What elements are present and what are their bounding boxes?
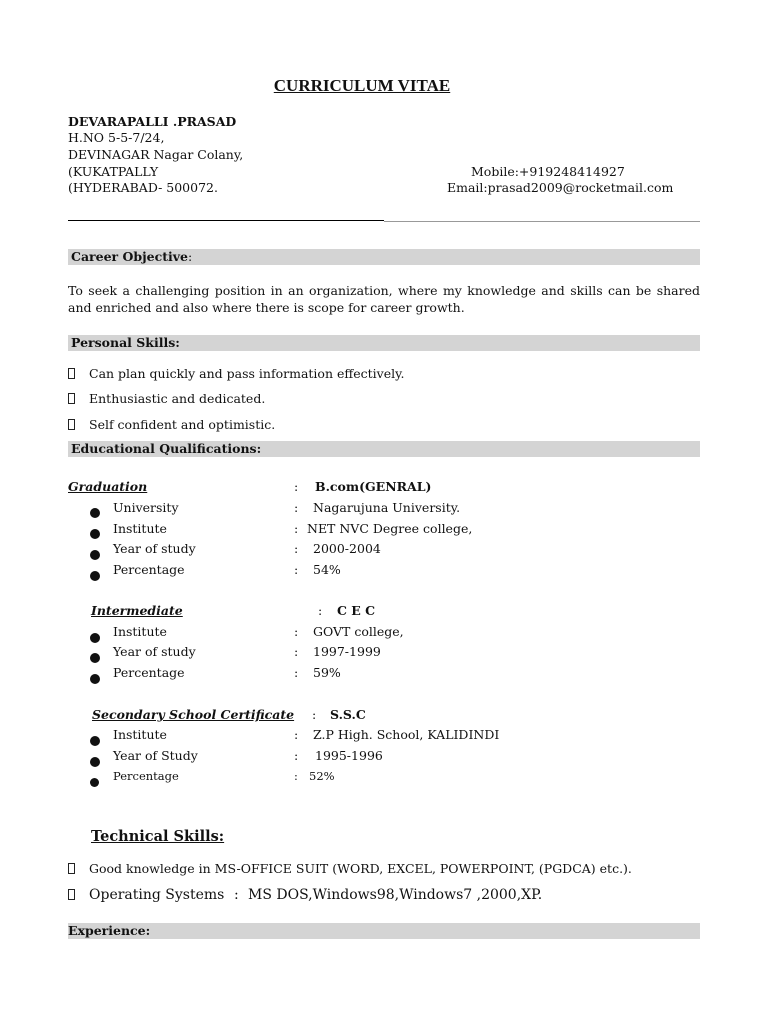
row-label: University	[113, 500, 179, 515]
skill-text: Self confident and optimistic.	[89, 417, 276, 432]
address-line: (HYDERABAD- 500072.	[68, 180, 218, 195]
row-label: Institute	[113, 624, 167, 639]
personal-skills-heading: Personal Skills:	[68, 335, 700, 351]
row-value: 1995-1996	[315, 748, 383, 763]
os-label: Operating Systems	[89, 887, 225, 903]
checkbox-bullet-icon	[68, 368, 75, 379]
colon: :	[294, 479, 299, 494]
career-objective-colon: :	[187, 249, 193, 264]
bullet-icon	[90, 731, 100, 750]
career-objective-heading	[68, 249, 700, 265]
colon: :	[294, 665, 299, 680]
row-value: 1997-1999	[313, 644, 381, 659]
divider	[384, 221, 700, 222]
bullet-icon	[90, 503, 100, 522]
career-objective-text: To seek a challenging position in an organization, where my knowledge and skills can be shared and enriched and also where there is scope for career growth.	[68, 283, 700, 315]
list-item	[68, 887, 224, 903]
person-name: DEVARAPALLI .PRASAD	[68, 114, 237, 129]
colon: :	[294, 624, 299, 639]
checkbox-bullet-icon	[68, 419, 75, 430]
education-heading: Educational Qualifications:	[68, 441, 700, 457]
colon: :	[294, 769, 298, 783]
row-value: 59%	[313, 665, 341, 680]
skill-text: Can plan quickly and pass information effectively.	[89, 366, 405, 381]
row-value: 54%	[313, 562, 341, 577]
row-label: Percentage	[113, 665, 185, 680]
divider	[68, 220, 384, 221]
bullet-icon	[90, 524, 100, 543]
bullet-icon	[90, 628, 100, 647]
row-value: GOVT college,	[313, 624, 404, 639]
row-value: NET NVC Degree college,	[307, 521, 473, 536]
bullet-icon	[90, 772, 99, 791]
row-value: Nagarujuna University.	[313, 500, 461, 515]
checkbox-bullet-icon	[68, 889, 75, 900]
skill-text: Enthusiastic and dedicated.	[89, 391, 266, 406]
bullet-icon	[90, 648, 100, 667]
colon: :	[294, 748, 299, 763]
bullet-icon	[90, 669, 100, 688]
row-label: Institute	[113, 521, 167, 536]
checkbox-bullet-icon	[68, 863, 75, 874]
colon: :	[312, 707, 317, 722]
row-value: Z.P High. School, KALIDINDI	[313, 727, 500, 742]
colon: :	[294, 727, 299, 742]
row-value: 52%	[309, 769, 335, 783]
row-label: Percentage	[113, 769, 179, 783]
address-line: (KUKATPALLY	[68, 164, 159, 179]
graduation-degree: B.com(GENRAL)	[315, 479, 432, 494]
page-title: CURRICULUM VITAE	[273, 76, 451, 95]
os-value: MS DOS,Windows98,Windows7 ,2000,XP.	[248, 887, 543, 903]
list-item	[68, 861, 632, 876]
colon: :	[294, 644, 299, 659]
row-label: Percentage	[113, 562, 185, 577]
mobile-number: Mobile:+919248414927	[471, 164, 625, 179]
colon: :	[318, 603, 323, 618]
address-line: DEVINAGAR Nagar Colany,	[68, 147, 244, 162]
colon: :	[294, 562, 299, 577]
colon: :	[234, 887, 239, 903]
tech-skill-text: Good knowledge in MS-OFFICE SUIT (WORD, EXCEL, POWERPOINT, (PGDCA) etc.).	[89, 861, 632, 876]
row-label: Institute	[113, 727, 167, 742]
list-item	[68, 417, 275, 432]
list-item	[68, 391, 265, 406]
graduation-title: Graduation	[68, 479, 148, 494]
list-item	[68, 366, 405, 381]
colon: :	[294, 521, 299, 536]
row-label: Year of study	[113, 644, 196, 659]
bullet-icon	[90, 545, 100, 564]
checkbox-bullet-icon	[68, 393, 75, 404]
colon: :	[294, 541, 299, 556]
colon: :	[294, 500, 299, 515]
technical-skills-heading: Technical Skills:	[91, 828, 225, 845]
ssc-value: S.S.C	[330, 707, 366, 722]
email-address: Email:prasad2009@rocketmail.com	[447, 180, 674, 195]
row-label: Year of Study	[113, 748, 198, 763]
row-label: Year of study	[113, 541, 196, 556]
career-objective-label: Career Objective	[71, 249, 188, 264]
address-line: H.NO 5-5-7/24,	[68, 130, 165, 145]
intermediate-title: Intermediate	[91, 603, 183, 618]
row-value: 2000-2004	[313, 541, 381, 556]
ssc-title: Secondary School Certificate	[92, 707, 295, 722]
intermediate-group: C E C	[337, 603, 376, 618]
bullet-icon	[90, 752, 100, 771]
bullet-icon	[90, 566, 100, 585]
experience-heading: Experience:	[68, 923, 700, 939]
